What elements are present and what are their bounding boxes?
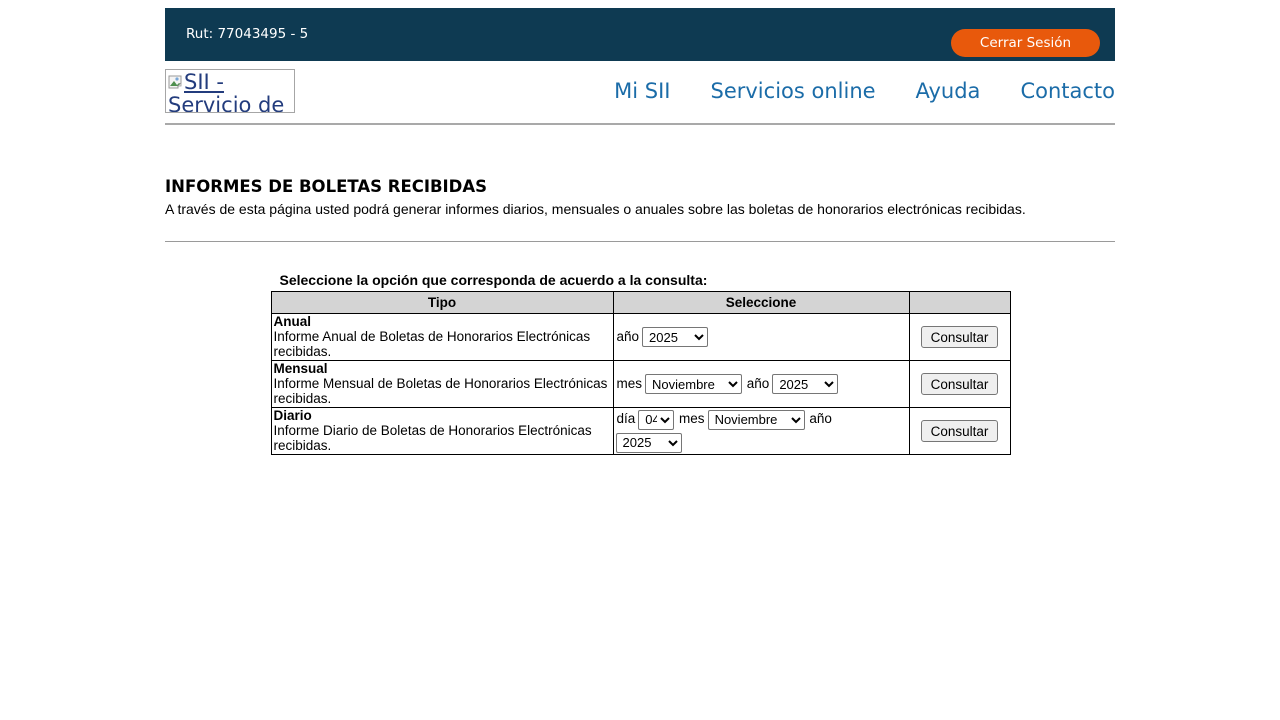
col-header-empty [909, 292, 1010, 314]
reports-table [271, 291, 1011, 455]
diario-button-cell [909, 408, 1010, 455]
mensual-year-label: año [746, 375, 770, 391]
content-divider [165, 241, 1115, 242]
diario-year-label: año [809, 411, 832, 427]
mensual-month-select[interactable] [645, 374, 742, 394]
mensual-type-name: Mensual [273, 361, 328, 376]
diario-controls-line2 [616, 433, 907, 453]
table-row-anual [271, 314, 1010, 361]
mensual-description: Informe Mensual de Boletas de Honorarios Electrónicas recibidas. [273, 376, 608, 406]
broken-image-icon [168, 75, 183, 89]
diario-tipo-cell [271, 408, 613, 455]
diario-day-select[interactable] [638, 410, 674, 430]
broken-logo-alt-text: SII - Servicio de [168, 70, 285, 113]
mensual-button-cell [909, 361, 1010, 408]
session-topbar [165, 8, 1115, 61]
nav-item-servicios-online[interactable]: Servicios online [710, 79, 876, 103]
table-header-row [271, 292, 1010, 314]
table-prompt: Seleccione la opción que corresponda de acuerdo a la consulta: [279, 272, 708, 288]
report-selection-section [271, 272, 1010, 455]
nav-item-ayuda[interactable]: Ayuda [915, 79, 981, 103]
rut-label: Rut: 77043495 - 5 [186, 26, 309, 42]
mensual-month-label: mes [616, 375, 643, 391]
mensual-tipo-cell [271, 361, 613, 408]
diario-month-label: mes [679, 411, 705, 427]
consultar-button-mensual[interactable]: Consultar [921, 373, 999, 395]
anual-year-label: año [616, 328, 640, 344]
nav-item-contacto[interactable]: Contacto [1020, 79, 1115, 103]
anual-year-select[interactable] [642, 327, 708, 347]
nav-item-mi-sii[interactable]: Mi SII [614, 79, 671, 103]
col-header-tipo: Tipo [271, 292, 613, 314]
consultar-button-anual[interactable]: Consultar [921, 326, 999, 348]
anual-description: Informe Anual de Boletas de Honorarios Electrónicas recibidas. [273, 329, 591, 359]
diario-type-name: Diario [273, 408, 312, 423]
page-container [165, 8, 1115, 455]
mensual-controls-cell [613, 361, 909, 408]
diario-controls-line1 [616, 410, 907, 430]
anual-tipo-cell [271, 314, 613, 361]
consultar-button-diario[interactable]: Consultar [921, 420, 999, 442]
page-subtitle: A través de esta página usted podrá generar informes diarios, mensuales o anuales sobre las boletas de honorarios electrónicas recibidas. [165, 201, 1026, 217]
site-header [165, 69, 1115, 125]
diario-description: Informe Diario de Boletas de Honorarios Electrónicas recibidas. [273, 423, 592, 453]
diario-controls-cell [613, 408, 909, 455]
page-title: INFORMES DE BOLETAS RECIBIDAS [165, 177, 488, 196]
diario-month-select[interactable] [708, 410, 805, 430]
table-row-mensual [271, 361, 1010, 408]
table-row-diario [271, 408, 1010, 455]
anual-button-cell [909, 314, 1010, 361]
diario-day-label: día [616, 411, 636, 427]
mensual-year-select[interactable] [772, 374, 838, 394]
col-header-seleccione: Seleccione [613, 292, 909, 314]
diario-year-select[interactable] [616, 433, 682, 453]
anual-controls-cell [613, 314, 909, 361]
sii-logo-link[interactable] [165, 69, 295, 113]
anual-type-name: Anual [273, 314, 312, 329]
main-nav [614, 79, 1115, 103]
logout-button[interactable]: Cerrar Sesión [951, 29, 1100, 57]
